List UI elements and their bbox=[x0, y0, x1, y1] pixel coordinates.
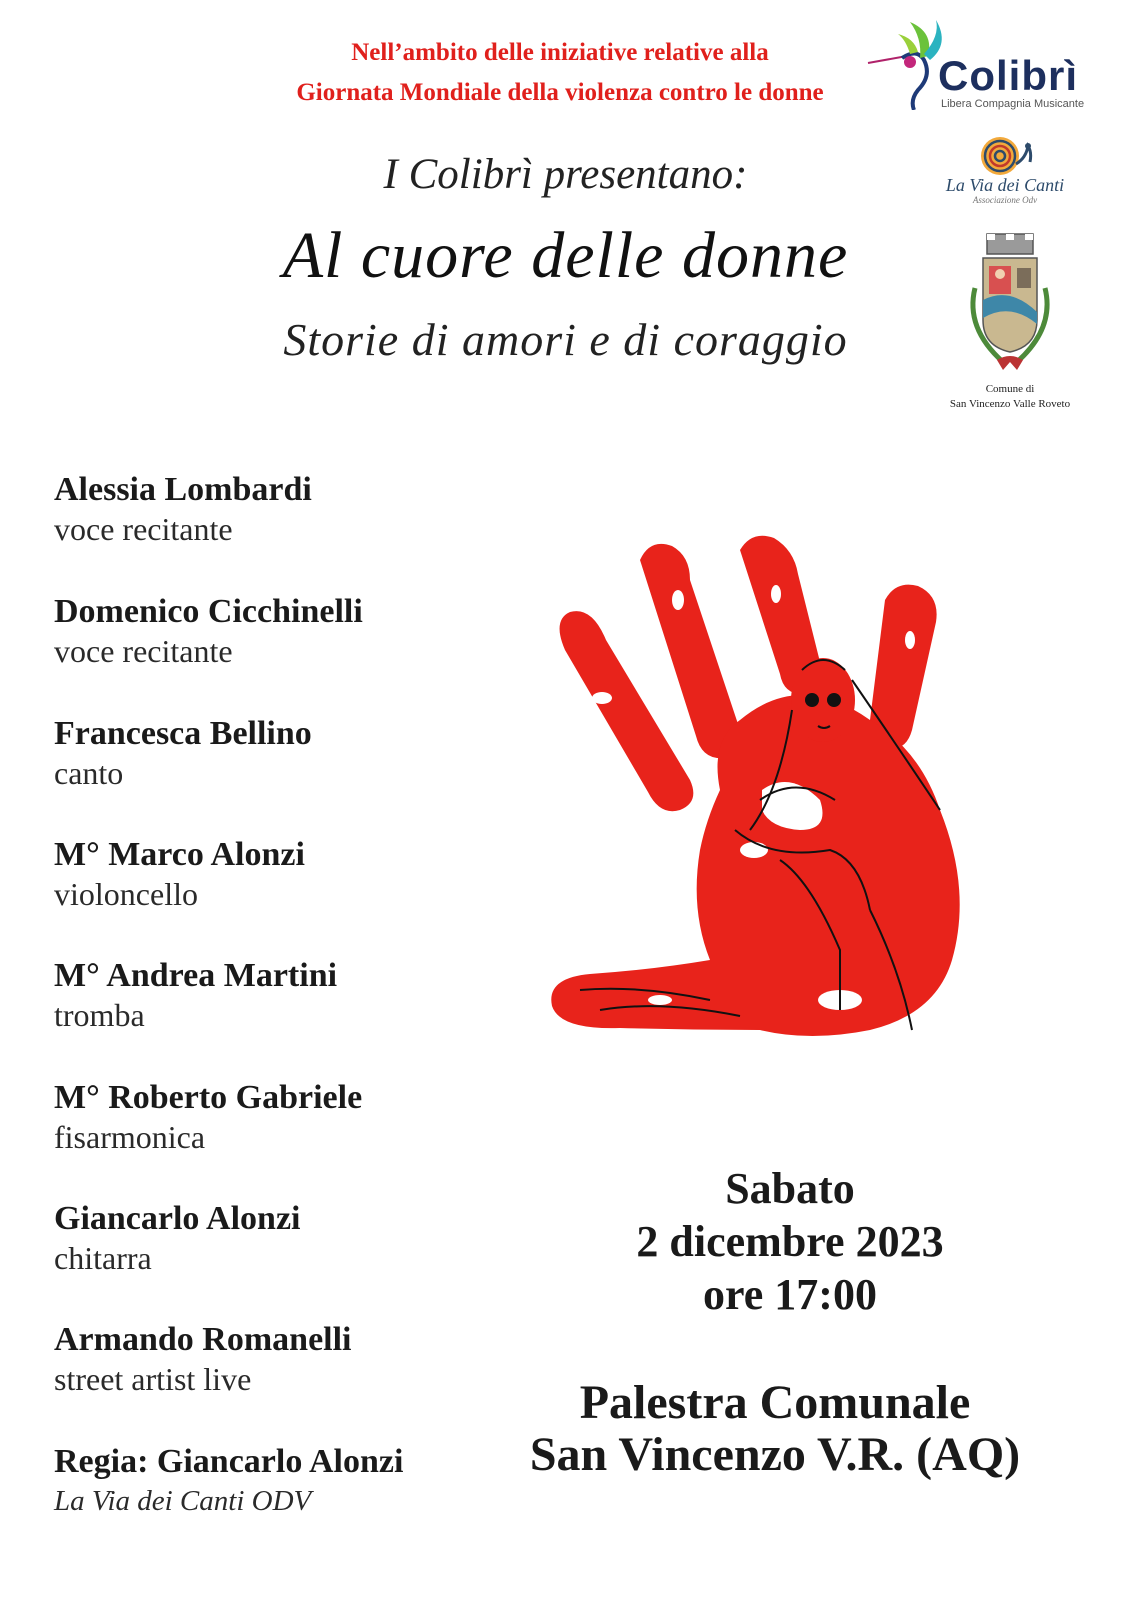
performer-item bbox=[54, 835, 305, 913]
performer-item bbox=[54, 592, 363, 670]
performer-name: M° Roberto Gabriele bbox=[54, 1079, 363, 1116]
performer-role: voce recitante bbox=[54, 633, 233, 669]
comune-label-line-1: Comune di bbox=[985, 383, 1035, 395]
event-day: Sabato bbox=[725, 1164, 855, 1213]
show-title: Al cuore delle donne bbox=[282, 219, 849, 292]
colibri-logo-text: Colibrì bbox=[938, 52, 1078, 99]
event-date: 2 dicembre 2023 bbox=[636, 1217, 944, 1266]
comune-label-line-2: San Vincenzo Valle Roveto bbox=[949, 398, 1071, 410]
performer-role: street artist live bbox=[54, 1361, 252, 1397]
performer-item bbox=[54, 470, 312, 548]
header-line-2: Giornata Mondiale della violenza contro le donne bbox=[296, 79, 824, 106]
director-item bbox=[54, 1442, 403, 1520]
venue-location: San Vincenzo V.R. (AQ) bbox=[529, 1428, 1021, 1481]
performer-item bbox=[54, 1199, 301, 1277]
performer-item bbox=[54, 1320, 352, 1398]
performer-role: canto bbox=[54, 755, 124, 791]
show-intro: I Colibrì presentano: bbox=[383, 151, 748, 198]
performer-name: Armando Romanelli bbox=[54, 1321, 352, 1358]
performer-role: fisarmonica bbox=[54, 1119, 206, 1155]
performer-name: Francesca Bellino bbox=[54, 715, 312, 752]
performer-name: Domenico Cicchinelli bbox=[54, 593, 363, 630]
performer-name: Giancarlo Alonzi bbox=[54, 1200, 301, 1237]
show-subtitle: Storie di amori e di coraggio bbox=[283, 314, 848, 365]
header-line-1: Nell’ambito delle iniziative relative alla bbox=[351, 39, 769, 66]
via-canti-logo-text: La Via dei Canti bbox=[945, 175, 1065, 195]
director-name: Regia: Giancarlo Alonzi bbox=[54, 1443, 404, 1480]
performer-role: chitarra bbox=[54, 1240, 152, 1276]
via-canti-logo-tagline: Associazione Odv bbox=[972, 195, 1038, 205]
red-hand-woman-illustration bbox=[540, 530, 985, 1065]
performer-name: M° Marco Alonzi bbox=[54, 836, 305, 873]
performer-item bbox=[54, 956, 337, 1034]
event-time: ore 17:00 bbox=[703, 1270, 877, 1319]
performer-item bbox=[54, 1078, 362, 1156]
performer-role: tromba bbox=[54, 997, 145, 1033]
colibri-logo-tagline: Libera Compagnia Musicante bbox=[941, 98, 1085, 110]
performer-name: Alessia Lombardi bbox=[54, 471, 312, 508]
director-organization: La Via dei Canti ODV bbox=[54, 1485, 312, 1517]
performer-role: violoncello bbox=[54, 876, 198, 912]
performer-name: M° Andrea Martini bbox=[54, 957, 338, 994]
performer-role: voce recitante bbox=[54, 511, 233, 547]
performer-item bbox=[54, 714, 312, 792]
venue-name: Palestra Comunale bbox=[579, 1376, 971, 1429]
